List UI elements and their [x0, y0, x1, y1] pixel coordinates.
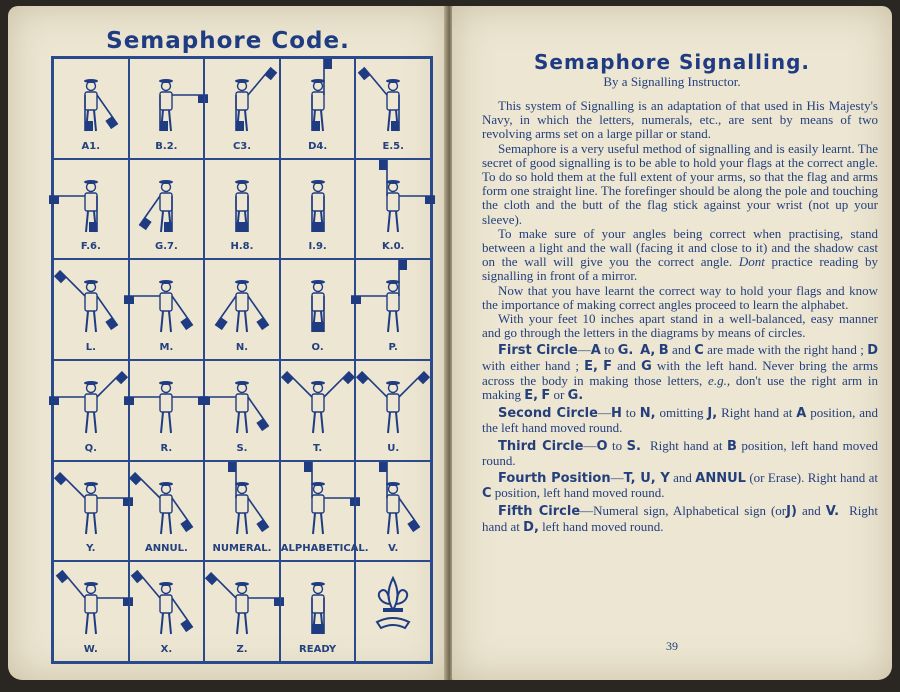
signaller-figure-icon: [61, 570, 121, 640]
fc-t1: are made with the right hand ;: [707, 342, 864, 358]
sc-t1: omitting: [659, 405, 704, 421]
fi-t2: Right hand at: [482, 503, 878, 534]
semaphore-cell: [129, 461, 205, 562]
fc-and1: and: [672, 342, 691, 358]
paragraph-5: With your feet 10 inches apart stand in a well-balanced, easy manner and go through the letters in the diagrams by means of circles.: [482, 311, 878, 341]
semaphore-cell: [53, 561, 129, 662]
fc-lf2: F: [541, 388, 551, 404]
tc-end: S.: [626, 438, 641, 454]
fc-dash: —: [577, 342, 591, 358]
semaphore-cell: [53, 461, 129, 562]
sc-from: H: [610, 406, 622, 422]
semaphore-cell: [53, 259, 129, 360]
fc-a: A: [590, 343, 601, 359]
left-page: [8, 6, 448, 680]
p3-text-a: To make sure of your angles being correct when practising, stand between a light and the wall (facing it and close to it) and the shadow cast on the wall will give you the correct angle.: [482, 225, 878, 270]
semaphore-cell-label: D4.: [308, 140, 328, 152]
fifth-circle-section: [482, 504, 878, 534]
first-circle-section: [482, 343, 878, 403]
semaphore-cell-label: READY: [299, 643, 337, 655]
signaller-figure-icon: [136, 470, 196, 540]
fp-dash: —: [610, 470, 624, 486]
paragraph-3: [482, 227, 878, 284]
signaller-figure-icon: [136, 168, 196, 238]
fc-eg: e.g.,: [708, 372, 731, 388]
semaphore-cell: [129, 159, 205, 260]
signaller-figure-icon: [212, 570, 272, 640]
semaphore-cell-label: X.: [160, 643, 173, 655]
p3-italic: Dont: [738, 254, 765, 270]
fc-t3: with the left hand. Never bring the arms across the body in making those letters,: [482, 357, 879, 388]
semaphore-cell-label: S.: [236, 442, 248, 454]
first-circle-heading: First Circle: [498, 343, 578, 359]
semaphore-cell-label: W.: [83, 643, 98, 655]
semaphore-cell-label: H.8.: [230, 241, 254, 253]
paragraph-2: Semaphore is a very useful method of signalling and is easily learnt. The secret of good signalling is to be able to hold your flags at the correct angle. To do so hold them at the full extent of your arms, so that the flag and arms form one straight line. The forefinger should be along the pole and touching the cloth and the butt of the flag stick against your wrist (not up your sleeve).: [482, 140, 878, 227]
fi-t3: left hand moved round.: [542, 518, 664, 534]
signaller-figure-icon: [288, 470, 348, 540]
signaller-figure-icon: [363, 168, 423, 238]
tc-t1: Right hand at: [649, 437, 723, 453]
signaller-figure-icon: [61, 470, 121, 540]
semaphore-grid: [51, 56, 433, 664]
semaphore-cell: [204, 259, 280, 360]
semaphore-cell-label: K.0.: [382, 241, 405, 253]
sc-to: to: [625, 405, 636, 421]
signalling-title: Semaphore Signalling.: [533, 50, 811, 74]
semaphore-cell: [53, 58, 129, 159]
p3-text-b: practice reading by signalling in front of a mirror.: [482, 254, 879, 284]
semaphore-cell-label: U.: [387, 442, 400, 454]
semaphore-cell: [53, 360, 129, 461]
tc-b: B: [727, 438, 737, 454]
signaller-figure-icon: [288, 369, 348, 439]
tc-dash: —: [583, 437, 597, 453]
sc-a: A: [796, 406, 807, 422]
sc-end: N,: [639, 406, 656, 422]
fc-lc: C: [694, 343, 704, 359]
signalling-subtitle: By a Signalling Instructor.: [603, 74, 741, 89]
fp-letters: T, U, Y: [623, 471, 670, 487]
semaphore-cell: [280, 159, 356, 260]
signalling-body: [482, 99, 878, 535]
right-page: [452, 6, 892, 680]
fc-t2: with either hand ;: [482, 357, 579, 373]
sc-t2: Right hand at: [721, 405, 793, 421]
signaller-figure-icon: [136, 369, 196, 439]
semaphore-cell: [129, 561, 205, 662]
second-circle-heading: Second Circle: [498, 406, 598, 422]
fp-annul: ANNUL: [695, 471, 746, 487]
signaller-figure-icon: [288, 570, 348, 640]
paragraph-1: This system of Signalling is an adaptation of that used in His Majesty's Navy, in which the letters, numerals, etc., are sent by means of two revolving arms set on a large pillar or stand.: [482, 98, 878, 142]
fc-to: to: [604, 342, 615, 358]
signaller-figure-icon: [212, 268, 272, 338]
fp-t1: (or Erase). Right hand at: [749, 470, 878, 486]
fi-and: and: [801, 503, 821, 519]
signaller-figure-icon: [363, 268, 423, 338]
fc-or: or: [553, 387, 565, 403]
semaphore-cell-label: NUMERAL.: [212, 543, 272, 555]
fc-ld: D: [867, 343, 879, 359]
sc-dash: —: [597, 405, 611, 421]
fi-v: V.: [825, 504, 840, 520]
fourth-position-heading: Fourth Position: [498, 471, 611, 487]
signaller-figure-icon: [288, 268, 348, 338]
fp-t2: position, left hand moved round.: [494, 485, 665, 501]
semaphore-cell: [280, 58, 356, 159]
signaller-figure-icon: [363, 369, 423, 439]
signaller-figure-icon: [212, 67, 272, 137]
signaller-figure-icon: [363, 67, 423, 137]
tc-t2: position, left hand moved round.: [482, 437, 879, 468]
signaller-figure-icon: [136, 570, 196, 640]
semaphore-cell: [204, 58, 280, 159]
semaphore-cell: [280, 461, 369, 562]
sc-j: J,: [707, 406, 718, 422]
semaphore-cell-label: B.2.: [155, 140, 178, 152]
signaller-figure-icon: [61, 268, 121, 338]
tc-from: O: [596, 438, 608, 454]
semaphore-cell-label: E.5.: [382, 140, 404, 152]
fc-lb: B: [658, 343, 669, 359]
semaphore-cell-label: N.: [235, 341, 249, 353]
semaphore-cell: [355, 58, 431, 159]
semaphore-cell: [280, 259, 356, 360]
third-circle-section: [482, 439, 878, 468]
semaphore-cell: [355, 360, 431, 461]
sc-t3: position, and the left hand moved round.: [482, 405, 879, 436]
signaller-figure-icon: [61, 168, 121, 238]
fc-lf: F: [603, 358, 612, 374]
fleur-de-lis-icon: [363, 570, 423, 640]
fi-t1: —Numeral sign, Alphabetical sign (or: [580, 503, 787, 519]
fifth-circle-heading: Fifth Circle: [498, 504, 581, 520]
semaphore-cell-label: C3.: [232, 140, 252, 152]
semaphore-cell: [355, 159, 431, 260]
signaller-figure-icon: [212, 369, 272, 439]
semaphore-cell-label: Z.: [236, 643, 248, 655]
semaphore-cell: [129, 58, 205, 159]
semaphore-cell-label: L.: [85, 341, 96, 353]
fc-t4: don't use the right arm in making: [482, 372, 879, 403]
paragraph-4: Now that you have learnt the correct way to hold your flags and know the importance of making correct angles proceed to learn the alphabet.: [482, 282, 878, 312]
semaphore-cell-label: ANNUL.: [145, 543, 188, 555]
signaller-figure-icon: [288, 67, 348, 137]
page-number: 39: [666, 639, 678, 653]
signaller-figure-icon: [136, 67, 196, 137]
semaphore-cell: [355, 461, 431, 562]
semaphore-cell-label: I.9.: [308, 241, 327, 253]
signaller-figure-icon: [136, 268, 196, 338]
semaphore-cell-label: G.7.: [155, 241, 178, 253]
semaphore-code-title: Semaphore Code.: [106, 28, 350, 54]
signaller-figure-icon: [212, 168, 272, 238]
semaphore-cell: [280, 360, 356, 461]
fc-and2: and: [617, 357, 636, 373]
semaphore-cell-label: O.: [311, 341, 324, 353]
fc-g: G.: [617, 343, 634, 359]
fc-la: A,: [640, 343, 656, 359]
fc-le2: E,: [524, 388, 539, 404]
semaphore-cell: [355, 561, 431, 662]
tc-to: to: [612, 437, 623, 453]
signaller-figure-icon: [61, 369, 121, 439]
semaphore-cell: [355, 259, 431, 360]
signaller-figure-icon: [61, 67, 121, 137]
fourth-position-section: [482, 471, 878, 501]
fc-le: E,: [584, 358, 598, 374]
semaphore-cell-label: Y.: [86, 543, 96, 555]
signaller-figure-icon: [363, 470, 423, 540]
semaphore-cell-label: Q.: [84, 442, 97, 454]
fc-lg2: G.: [567, 388, 584, 404]
semaphore-cell-label: T.: [313, 442, 323, 454]
semaphore-cell-label: R.: [160, 442, 173, 454]
semaphore-cell-label: F.6.: [80, 241, 101, 253]
second-circle-section: [482, 406, 878, 435]
semaphore-cell: [204, 159, 280, 260]
semaphore-cell-label: ALPHABETICAL.: [280, 543, 369, 555]
semaphore-cell: [129, 259, 205, 360]
semaphore-cell-label: P.: [388, 341, 398, 353]
fi-j: J): [786, 504, 797, 520]
semaphore-cell-label: V.: [388, 543, 399, 555]
semaphore-cell-label: A1.: [81, 140, 101, 152]
fp-c: C: [482, 486, 492, 502]
third-circle-heading: Third Circle: [498, 438, 584, 454]
signaller-figure-icon: [288, 168, 348, 238]
semaphore-cell: [280, 561, 356, 662]
fi-d: D,: [523, 519, 539, 535]
fp-and: and: [673, 470, 692, 486]
semaphore-cell: [204, 561, 280, 662]
semaphore-cell-label: M.: [159, 341, 174, 353]
semaphore-cell: [129, 360, 205, 461]
fc-lg: G: [641, 358, 652, 374]
semaphore-cell: [204, 461, 280, 562]
semaphore-cell: [53, 159, 129, 260]
semaphore-cell: [204, 360, 280, 461]
signaller-figure-icon: [212, 470, 272, 540]
